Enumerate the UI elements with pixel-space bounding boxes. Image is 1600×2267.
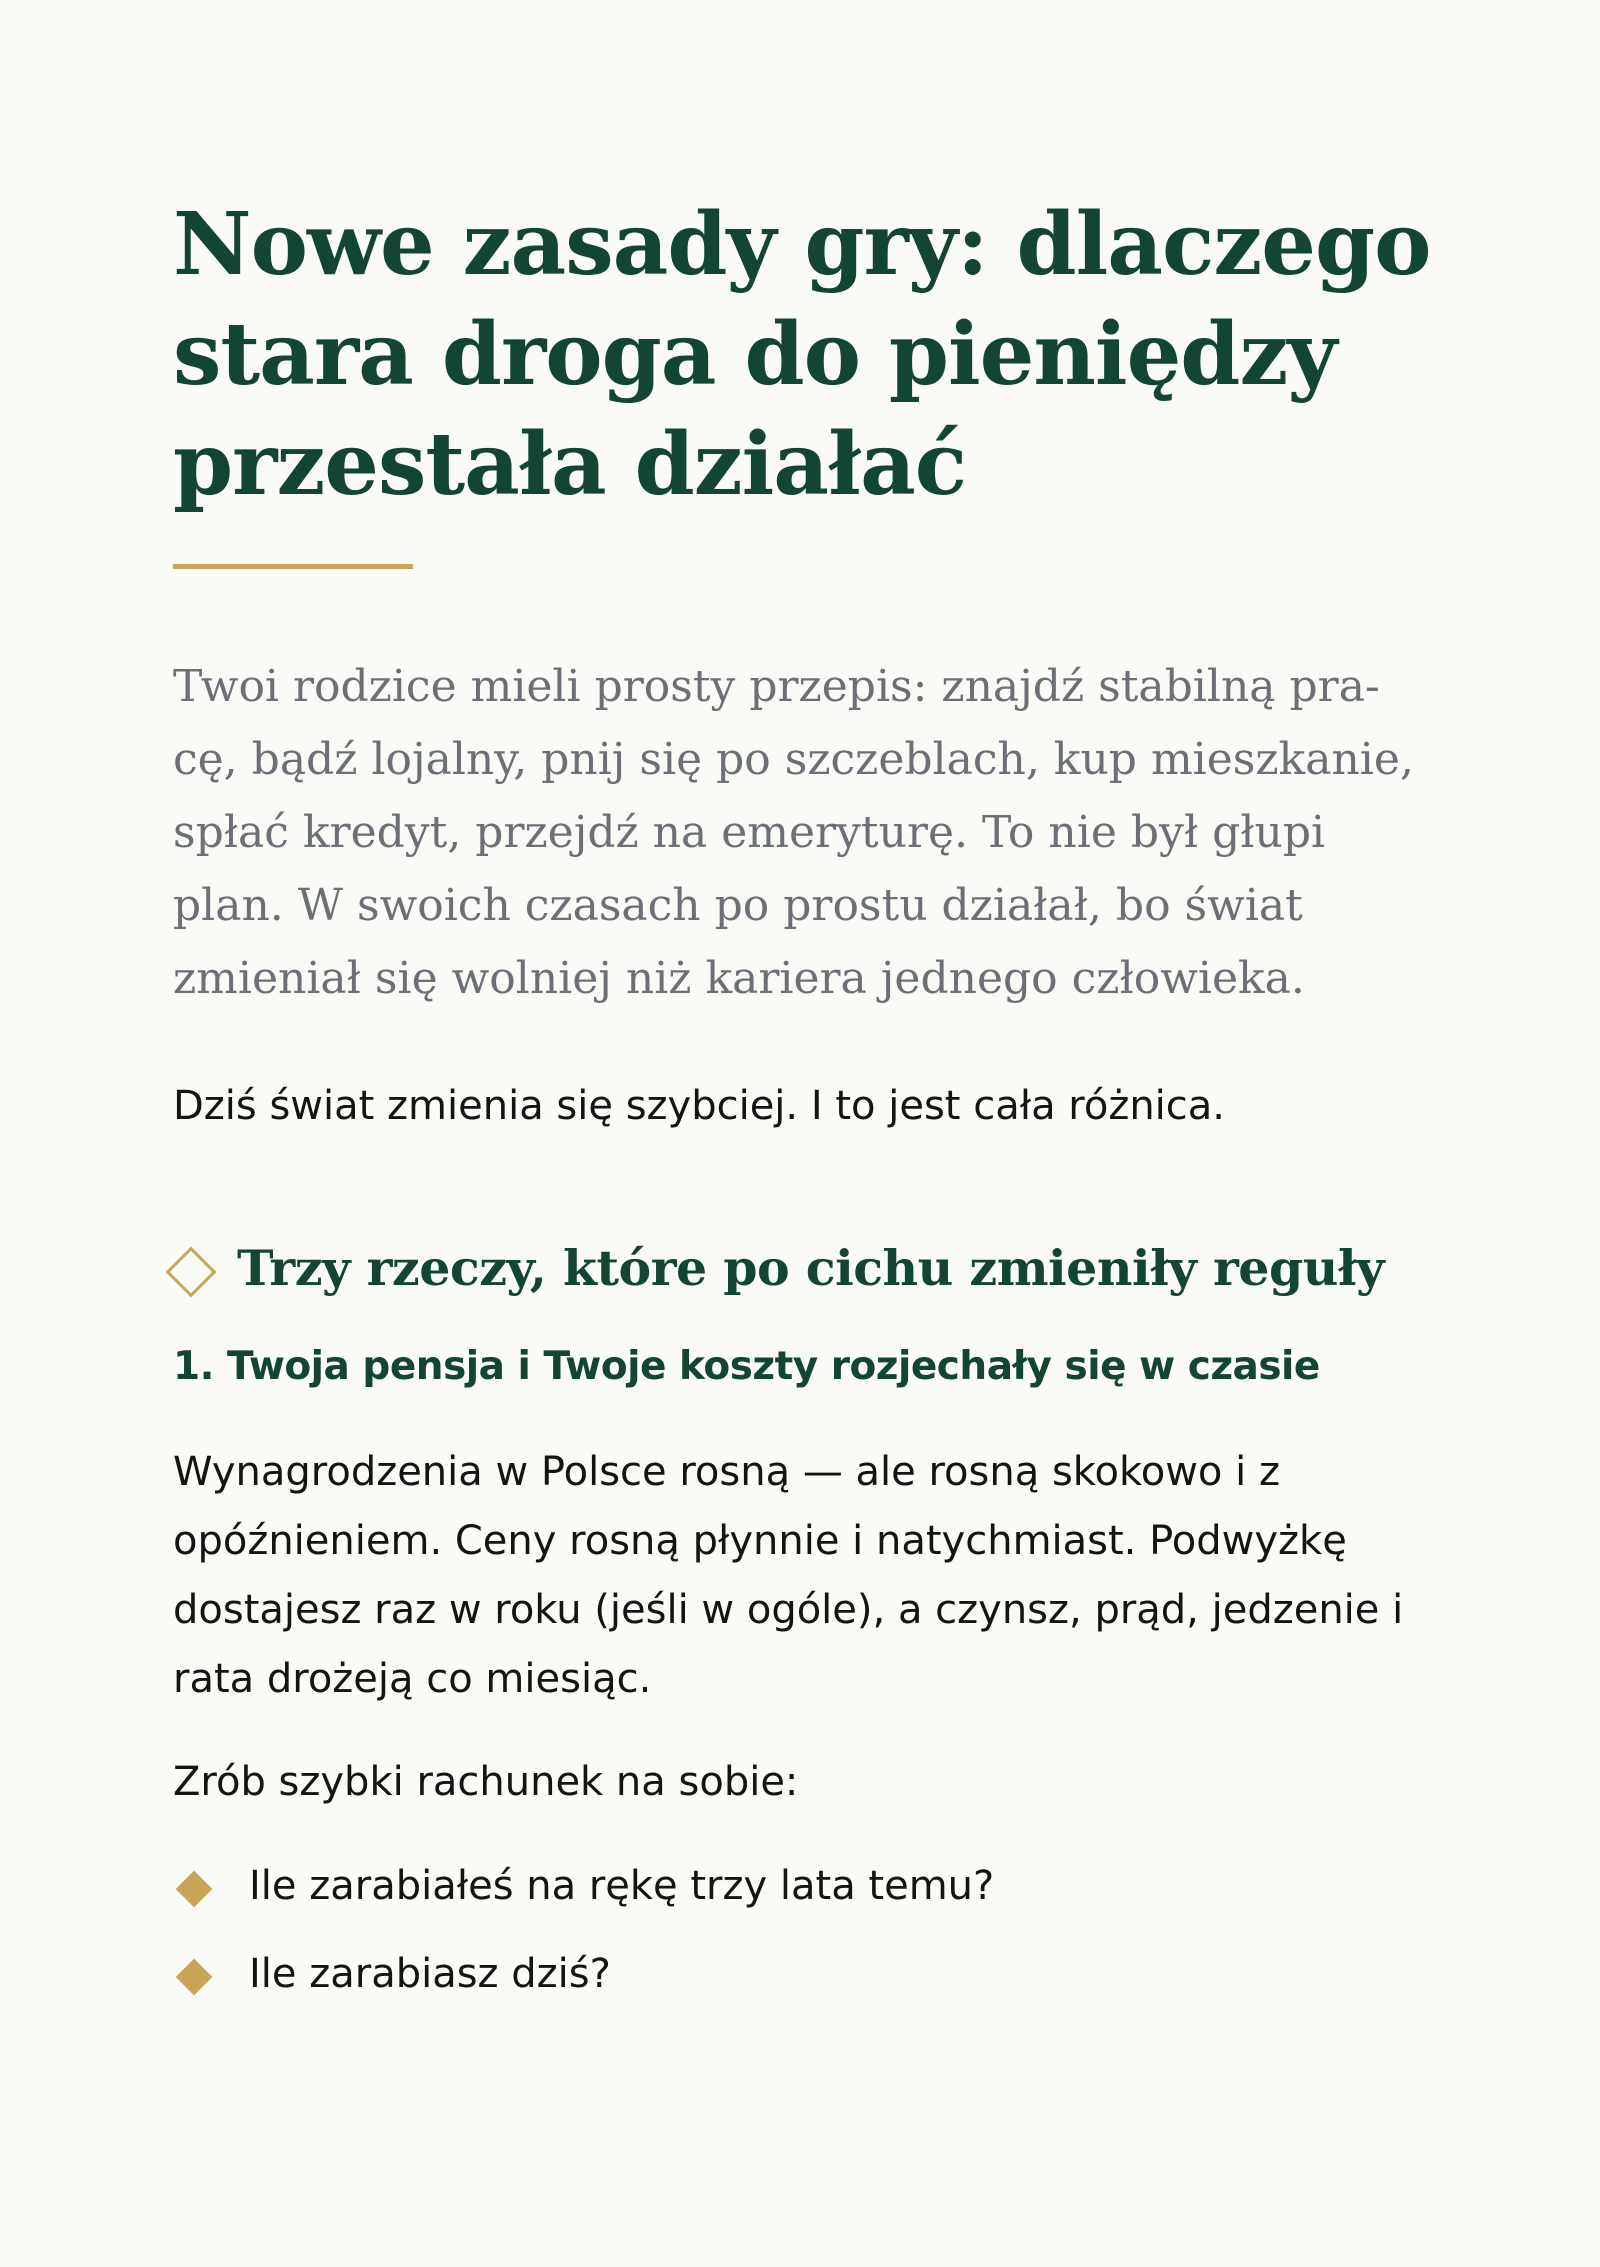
body-paragraph <box>173 1438 1433 1714</box>
intro-line: Twoi rodzice mieli prosty przepis: znajdź stabilną pra- <box>173 661 1380 712</box>
intro-line: spłać kredyt, przejdź na emeryturę. To nie był głupi <box>173 807 1326 858</box>
title-line: Nowe zasady gry: dlaczego <box>173 194 1431 295</box>
diamond-bullet-icon <box>176 1871 213 1908</box>
title-line: przestała działać <box>173 414 967 515</box>
intro-line: plan. W swoich czasach po prostu działał, bo świat <box>173 880 1303 931</box>
question-list <box>173 1858 994 2034</box>
question-text: Ile zarabiałeś na rękę trzy lata temu? <box>249 1863 995 1909</box>
lead-sentence: Dziś świat zmienia się szybciej. I to jest cała różnica. <box>173 1083 1226 1129</box>
body-line: Wynagrodzenia w Polsce rosną — ale rosną skokowo i z <box>173 1449 1280 1495</box>
list-item <box>173 1946 994 2034</box>
intro-line: cę, bądź lojalny, pnij się po szczeblach, kup mieszkanie, <box>173 734 1414 785</box>
title-line: stara droga do pieniędzy <box>173 304 1337 405</box>
list-item <box>173 1858 994 1946</box>
body-line: opóźnieniem. Ceny rosną płynnie i natychmiast. Podwyżkę <box>173 1518 1347 1564</box>
diamond-bullet-icon <box>176 1959 213 1996</box>
body-line: dostajesz raz w roku (jeśli w ogóle), a czynsz, prąd, jedzenie i <box>173 1587 1404 1633</box>
intro-paragraph <box>173 650 1433 1015</box>
section-heading <box>165 1232 1445 1312</box>
body-line: rata drożeją co miesiąc. <box>173 1656 652 1702</box>
section-heading-text: Trzy rzeczy, które po cichu zmieniły reguły <box>237 1239 1385 1297</box>
question-text: Ile zarabiasz dziś? <box>249 1951 611 1997</box>
diamond-outline-icon <box>166 1247 217 1298</box>
subsection-heading: 1. Twoja pensja i Twoje koszty rozjechały się w czasie <box>173 1344 1320 1389</box>
article-title <box>173 190 1433 520</box>
title-divider <box>173 564 413 569</box>
intro-line: zmieniał się wolniej niż kariera jednego człowieka. <box>173 953 1305 1004</box>
exercise-prompt: Zrób szybki rachunek na sobie: <box>173 1759 799 1805</box>
